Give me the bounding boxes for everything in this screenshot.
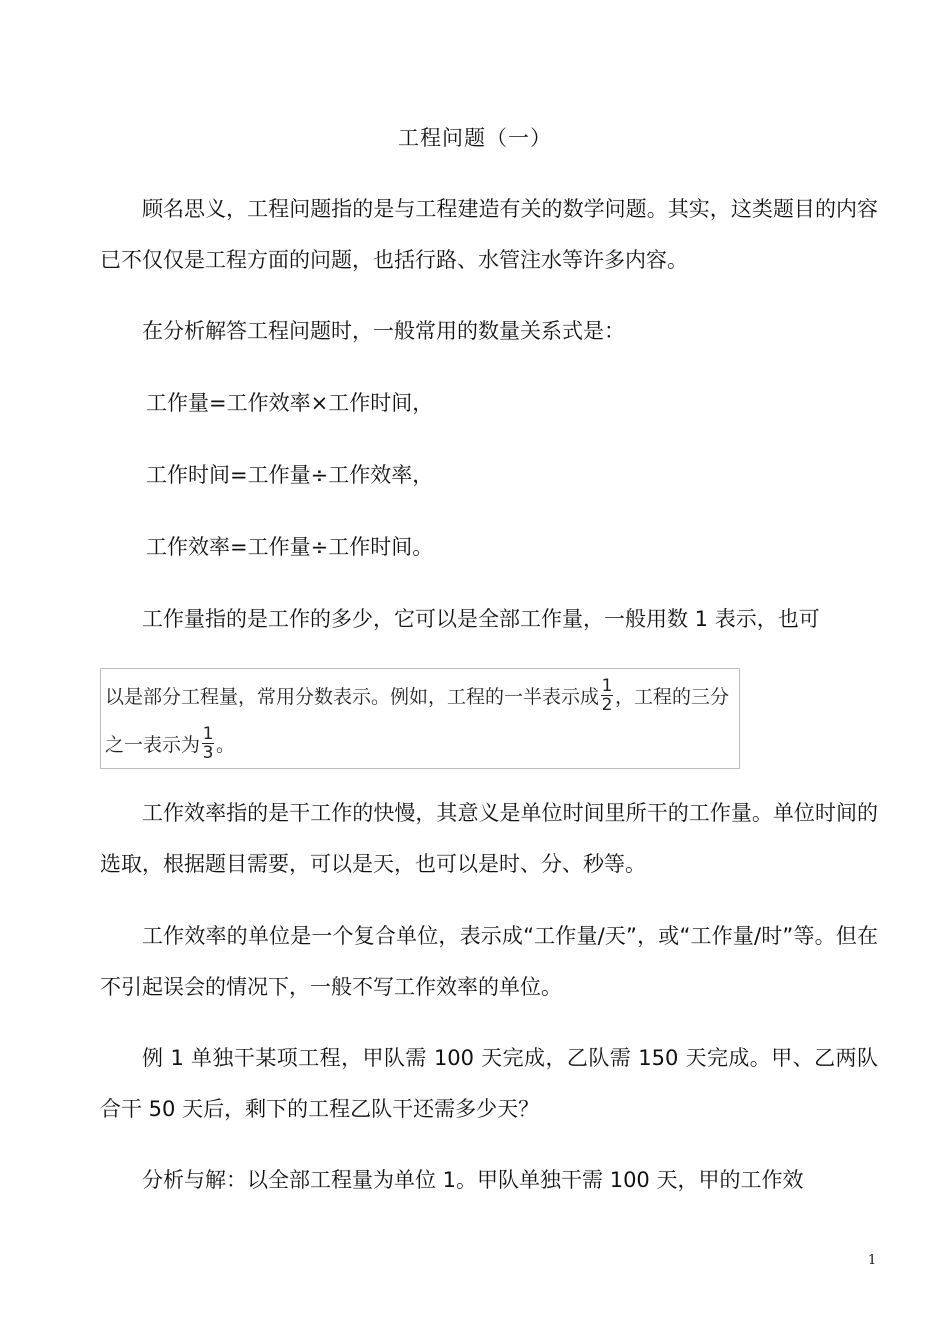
formula-efficiency: 工作效率=工作量÷工作时间。: [146, 535, 434, 559]
efficiency-paragraph: 工作效率指的是干工作的快慢，其意义是单位时间里所干的工作量。单位时间的选取，根据题目需要，可以是天，也可以是时、分、秒等。: [100, 801, 878, 876]
fraction-text-4: 。: [216, 734, 236, 756]
fraction-denominator: 2: [601, 695, 613, 715]
fraction-one-third: [202, 725, 214, 762]
analysis-paragraph: 分析与解：以全部工程量为单位 1。甲队单独干需 100 天，甲的工作效: [142, 1168, 804, 1192]
fraction-text-3: 之一表示为: [105, 734, 201, 756]
fraction-example-row-1: [105, 677, 729, 714]
formula-worktime: 工作时间=工作量÷工作效率，: [146, 463, 434, 487]
relations-intro: 在分析解答工程问题时，一般常用的数量关系式是：: [142, 319, 625, 343]
fraction-numerator: 1: [202, 724, 214, 744]
fraction-one-half: [601, 677, 613, 714]
fraction-example-box: [100, 668, 740, 769]
efficiency-unit-paragraph: 工作效率的单位是一个复合单位，表示成“工作量/天”，或“工作量/时”等。但在不引起误会的情况下，一般不写工作效率的单位。: [100, 924, 878, 999]
fraction-text-2: ，工程的三分: [615, 686, 730, 708]
page-number: 1: [868, 1253, 877, 1268]
intro-paragraph: 顾名思义，工程问题指的是与工程建造有关的数学问题。其实，这类题目的内容已不仅仅是工程方面的问题，也括行路、水管注水等许多内容。: [100, 197, 878, 272]
page-title: 工程问题（一）: [398, 126, 552, 150]
example-1-paragraph: 例 1 单独干某项工程，甲队需 100 天完成，乙队需 150 天完成。甲、乙两队合干 50 天后，剩下的工程乙队干还需多少天？: [100, 1046, 878, 1121]
fraction-example-row-2: [105, 725, 235, 762]
fraction-text-1: 以是部分工程量，常用分数表示。例如，工程的一半表示成: [105, 686, 600, 708]
formula-workload: 工作量=工作效率×工作时间，: [146, 391, 434, 415]
workload-paragraph: 工作量指的是工作的多少，它可以是全部工作量，一般用数 1 表示，也可: [142, 607, 820, 631]
fraction-numerator: 1: [601, 676, 613, 696]
fraction-denominator: 3: [202, 743, 214, 763]
